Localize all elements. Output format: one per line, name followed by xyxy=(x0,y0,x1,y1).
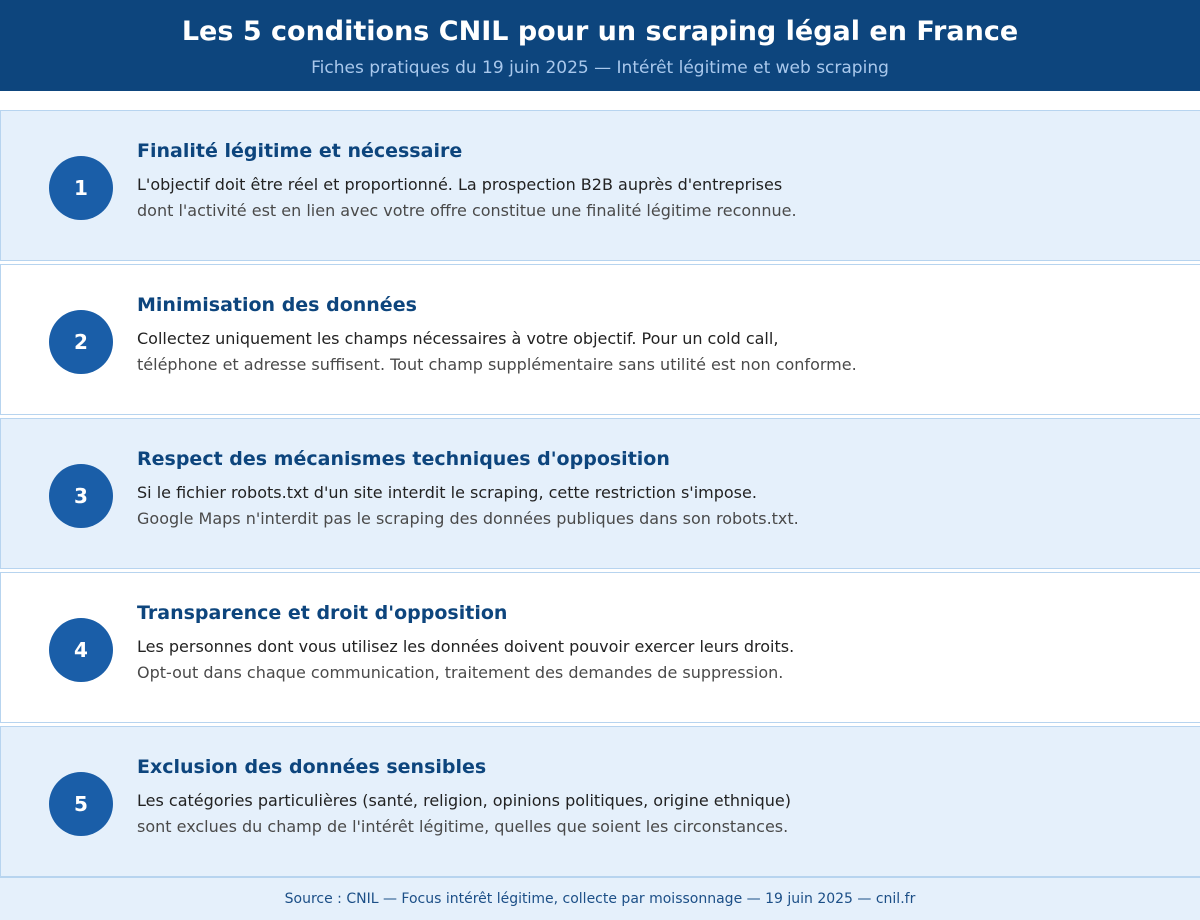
condition-card-5 xyxy=(0,726,1200,877)
condition-description-line2: dont l'activité est en lien avec votre offre constitue une finalité légitime reconnue. xyxy=(137,201,797,220)
page-title: Les 5 conditions CNIL pour un scraping légal en France xyxy=(181,16,1019,47)
number-badge xyxy=(49,618,113,682)
number-badge xyxy=(49,464,113,528)
number-label: 3 xyxy=(74,484,88,508)
condition-title: Minimisation des données xyxy=(137,294,417,316)
number-badge xyxy=(49,156,113,220)
condition-description-line1: Collectez uniquement les champs nécessaires à votre objectif. Pour un cold call, xyxy=(137,329,779,348)
page-subtitle: Fiches pratiques du 19 juin 2025 — Intérêt légitime et web scraping xyxy=(311,58,889,78)
number-badge xyxy=(49,310,113,374)
condition-description-line1: Les catégories particulières (santé, religion, opinions politiques, origine ethnique) xyxy=(137,791,791,810)
condition-card-3 xyxy=(0,418,1200,569)
condition-card-2 xyxy=(0,264,1200,415)
condition-title: Finalité légitime et nécessaire xyxy=(137,140,463,162)
number-label: 2 xyxy=(74,330,88,354)
number-label: 4 xyxy=(74,638,88,662)
source-note: Source : CNIL — Focus intérêt légitime, collecte par moissonnage — 19 juin 2025 — cnil.fr xyxy=(284,891,916,907)
header-banner xyxy=(0,0,1200,91)
number-label: 1 xyxy=(74,176,88,200)
footer xyxy=(0,877,1200,920)
condition-card-1 xyxy=(0,110,1200,261)
condition-description-line1: Si le fichier robots.txt d'un site interdit le scraping, cette restriction s'impose. xyxy=(137,483,757,502)
condition-description-line2: Opt-out dans chaque communication, traitement des demandes de suppression. xyxy=(137,663,784,682)
condition-card-4 xyxy=(0,572,1200,723)
condition-title: Respect des mécanismes techniques d'opposition xyxy=(137,448,670,470)
condition-description-line2: sont exclues du champ de l'intérêt légitime, quelles que soient les circonstances. xyxy=(137,817,789,836)
condition-title: Exclusion des données sensibles xyxy=(137,756,487,778)
condition-description-line2: Google Maps n'interdit pas le scraping des données publiques dans son robots.txt. xyxy=(137,509,799,528)
condition-description-line1: L'objectif doit être réel et proportionné. La prospection B2B auprès d'entreprises xyxy=(137,175,783,194)
condition-title: Transparence et droit d'opposition xyxy=(137,602,508,624)
number-badge xyxy=(49,772,113,836)
condition-description-line2: téléphone et adresse suffisent. Tout champ supplémentaire sans utilité est non conforme. xyxy=(137,355,857,374)
condition-description-line1: Les personnes dont vous utilisez les données doivent pouvoir exercer leurs droits. xyxy=(137,637,795,656)
number-label: 5 xyxy=(74,792,88,816)
